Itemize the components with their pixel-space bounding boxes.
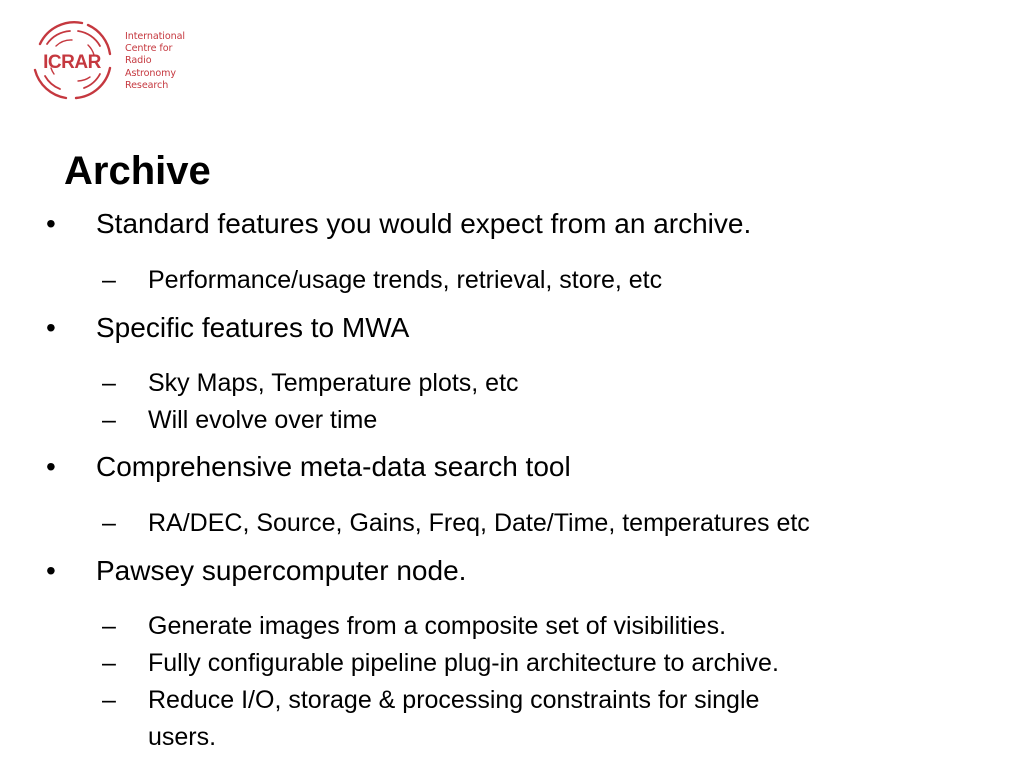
sub-bullet-text: Generate images from a composite set of visibilities. [148, 612, 727, 640]
bullet-item [46, 207, 752, 241]
sub-bullet-text: Will evolve over time [148, 406, 378, 434]
svg-text:ICRAR: ICRAR [43, 52, 101, 73]
bullet-text: Standard features you would expect from an archive. [96, 208, 752, 239]
sub-bullet-marker: – [102, 686, 116, 714]
sub-bullet-item [102, 685, 760, 715]
icrar-logo [26, 14, 206, 110]
logo-text-line: Astronomy [125, 67, 176, 79]
logo-text [125, 31, 185, 92]
sub-bullet-text: Sky Maps, Temperature plots, etc [148, 369, 519, 397]
bullet-text: Pawsey supercomputer node. [96, 555, 467, 586]
sub-bullet-item [102, 611, 727, 641]
bullet-marker: • [46, 312, 56, 343]
sub-bullet-item-continuation [148, 722, 216, 752]
logo-text-line: Research [125, 79, 169, 91]
icrar-logo-mark [26, 14, 118, 106]
bullet-item [46, 311, 410, 345]
sub-bullet-text: RA/DEC, Source, Gains, Freq, Date/Time, temperatures etc [148, 509, 810, 537]
bullet-item [46, 450, 571, 484]
sub-bullet-text: Reduce I/O, storage & processing constraints for single [148, 686, 760, 714]
bullet-text: Comprehensive meta-data search tool [96, 451, 571, 482]
bullet-marker: • [46, 555, 56, 586]
logo-text-line: International [125, 31, 185, 42]
sub-bullet-item [102, 648, 779, 678]
bullet-text: Specific features to MWA [96, 312, 410, 343]
sub-bullet-item [102, 405, 378, 435]
bullet-marker: • [46, 451, 56, 482]
sub-bullet-marker: – [102, 612, 116, 640]
sub-bullet-marker: – [102, 266, 116, 294]
sub-bullet-marker: – [102, 369, 116, 397]
slide-title: Archive [64, 149, 211, 193]
sub-bullet-item [102, 508, 810, 538]
logo-text-line: Radio [125, 55, 152, 67]
bullet-item [46, 554, 467, 588]
logo-text-line: Centre for [125, 43, 173, 55]
sub-bullet-marker: – [102, 509, 116, 537]
sub-bullet-marker: – [102, 649, 116, 677]
bullet-marker: • [46, 208, 56, 239]
sub-bullet-marker: – [102, 406, 116, 434]
sub-bullet-text: users. [148, 723, 217, 751]
sub-bullet-item [102, 368, 519, 398]
sub-bullet-item [102, 265, 663, 295]
sub-bullet-text: Performance/usage trends, retrieval, store, etc [148, 266, 663, 294]
sub-bullet-text: Fully configurable pipeline plug-in architecture to archive. [148, 649, 779, 677]
